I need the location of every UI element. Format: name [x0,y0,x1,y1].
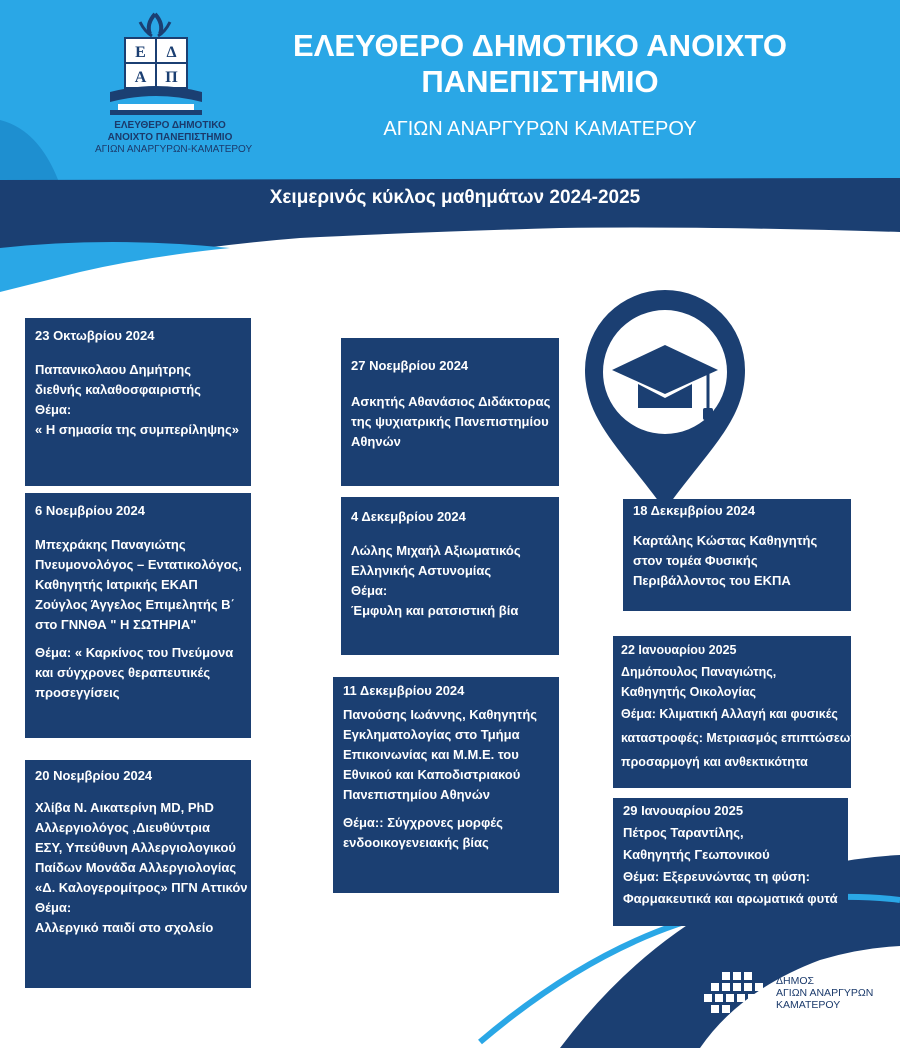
lecture-topic: ενδοοικογενειακής βίας [343,835,489,850]
lecture-card [341,338,559,486]
lecture-date: 4 Δεκεμβρίου 2024 [351,509,466,524]
logo-letter: Π [165,69,178,86]
lecture-line: στον τομέα Φυσικής [633,553,758,568]
lecture-line: Ζούγλος Άγγελος Επιμελητής Β΄ [35,597,235,612]
lecture-line: Μπεχράκης Παναγιώτης [35,537,186,552]
lecture-card [341,497,559,655]
lecture-line: Ελληνικής Αστυνομίας [351,563,492,578]
municipality-line: ΚΑΜΑΤΕΡΟΥ [776,999,841,1011]
lecture-line: Καρτάλης Κώστας Καθηγητής [633,533,818,548]
lecture-line: προσαρμογή και ανθεκτικότητα [621,755,808,769]
lecture-line: Καθηγητής Γεωπονικού [623,847,770,862]
lecture-line: Αλλεργιολόγος ,Διευθύντρια [35,820,210,835]
logo-letter: Δ [166,44,177,61]
lecture-topic: προσεγγίσεις [35,685,120,700]
lecture-line: Επικοινωνίας και Μ.Μ.Ε. του [343,747,519,762]
title-line: ΠΑΝΕΠΙΣΤΗΜΙΟ [421,64,659,99]
lecture-date: 23 Οκτωβρίου 2024 [35,328,155,343]
lecture-card [333,677,559,893]
lecture-date: 20 Νοεμβρίου 2024 [35,768,153,783]
lecture-line: Παπανικολαου Δημήτρης [35,362,191,377]
lecture-line: « Η σημασία της συμπερίληψης» [35,422,239,437]
lecture-topic: Θέμα: « Καρκίνος του Πνεύμονα [35,645,234,660]
lecture-line: Θέμα: Κλιματική Αλλαγή και φυσικές [621,707,838,721]
lecture-line: Θέμα: Εξερευνώντας τη φύση: [623,869,810,884]
lecture-line: Χλίβα Ν. Αικατερίνη MD, PhD [35,800,214,815]
lecture-line: Έμφυλη και ρατσιστική βία [351,603,519,618]
lecture-line: της ψυχιατρικής Πανεπιστημίου [351,414,549,429]
lecture-line: ΕΣΥ, Υπεύθυνη Αλλεργιολογικού [35,840,236,855]
lecture-card [25,318,251,486]
lecture-line: καταστροφές: Μετριασμός επιπτώσεων, [621,731,861,745]
lecture-card [25,760,251,988]
lecture-line: Αθηνών [351,434,401,449]
lecture-line: Αλλεργικό παιδί στο σχολείο [35,920,214,935]
brand-line: ΕΛΕΥΘΕΡΟ ΔΗΜΟΤΙΚΟ [114,120,226,131]
lecture-line: διεθνής καλαθοσφαιριστής [35,382,201,397]
lecture-card [25,493,251,738]
lecture-card [613,798,848,926]
lecture-date: 6 Νοεμβρίου 2024 [35,503,145,518]
lecture-topic: και σύγχρονες θεραπευτικές [35,665,211,680]
logo-letter: Α [134,69,147,86]
lecture-line: Παίδων Μονάδα Αλλεργιολογίας [35,860,237,875]
lecture-line: Εθνικού και Καποδιστριακού [343,767,521,782]
graduation-pin-icon [585,290,745,510]
municipality-line: ΔΗΜΟΣ [776,975,815,987]
lecture-line: Λώλης Μιχαήλ Αξιωματικός [351,543,521,558]
lecture-line: Περιβάλλοντος του ΕΚΠΑ [633,573,791,588]
page-title [250,28,830,100]
lecture-line: Εγκληματολογίας στο Τμήμα [343,727,520,742]
lecture-line: Πανεπιστημίου Αθηνών [343,787,490,802]
lecture-line: Δημόπουλος Παναγιώτης, [621,665,777,679]
lecture-date: 18 Δεκεμβρίου 2024 [633,503,756,518]
lecture-line: Πνευμονολόγος – Εντατικολόγος, [35,557,242,572]
lecture-line: Πανούσης Ιωάννης, Καθηγητής [343,707,538,722]
brand-line: ΑΝΟΙΧΤΟ ΠΑΝΕΠΙΣΤΗΜΙΟ [107,132,233,143]
lecture-line: «Δ. Καλογερομίτρος» ΠΓΝ Αττικόν [35,880,248,895]
page-subtitle: ΑΓΙΩΝ ΑΝΑΡΓΥΡΩΝ ΚΑΜΑΤΕΡΟΥ [383,118,697,140]
lecture-card [623,499,851,611]
lecture-line: στο ΓΝΝΘΑ " Η ΣΩΤΗΡΙΑ" [35,617,197,632]
lecture-line: Φαρμακευτικά και αρωματικά φυτά [623,891,838,906]
brand-line: ΑΓΙΩΝ ΑΝΑΡΓΥΡΩΝ-ΚΑΜΑΤΕΡΟΥ [95,144,253,155]
lecture-line: Πέτρος Ταραντίλης, [623,825,744,840]
municipality-line: ΑΓΙΩΝ ΑΝΑΡΓΥΡΩΝ [776,987,874,999]
lecture-date: 22 Ιανουαρίου 2025 [621,643,737,657]
lecture-line: Ασκητής Αθανάσιος Διδάκτορας [351,394,551,409]
municipality-text [776,975,873,1011]
logo-letter: Ε [135,44,146,61]
lecture-line: Καθηγητής Ιατρικής ΕΚΑΠ [35,577,198,592]
lecture-line: Θέμα: [35,900,72,915]
title-line: ΕΛΕΥΘΕΡΟ ΔΗΜΟΤΙΚΟ ΑΝΟΙΧΤΟ [293,28,787,63]
lecture-card [613,636,861,788]
lecture-date: 11 Δεκεμβρίου 2024 [343,683,465,698]
lecture-date: 27 Νοεμβρίου 2024 [351,358,469,373]
lecture-date: 29 Ιανουαρίου 2025 [623,803,744,818]
lecture-line: Θέμα: [35,402,72,417]
lecture-line: Καθηγητής Οικολογίας [621,685,757,699]
lecture-topic: Θέμα:: Σύγχρονες μορφές [343,815,503,830]
cycle-heading: Χειμερινός κύκλος μαθημάτων 2024-2025 [269,187,641,208]
lecture-line: Θέμα: [351,583,388,598]
brand-text [95,120,253,156]
